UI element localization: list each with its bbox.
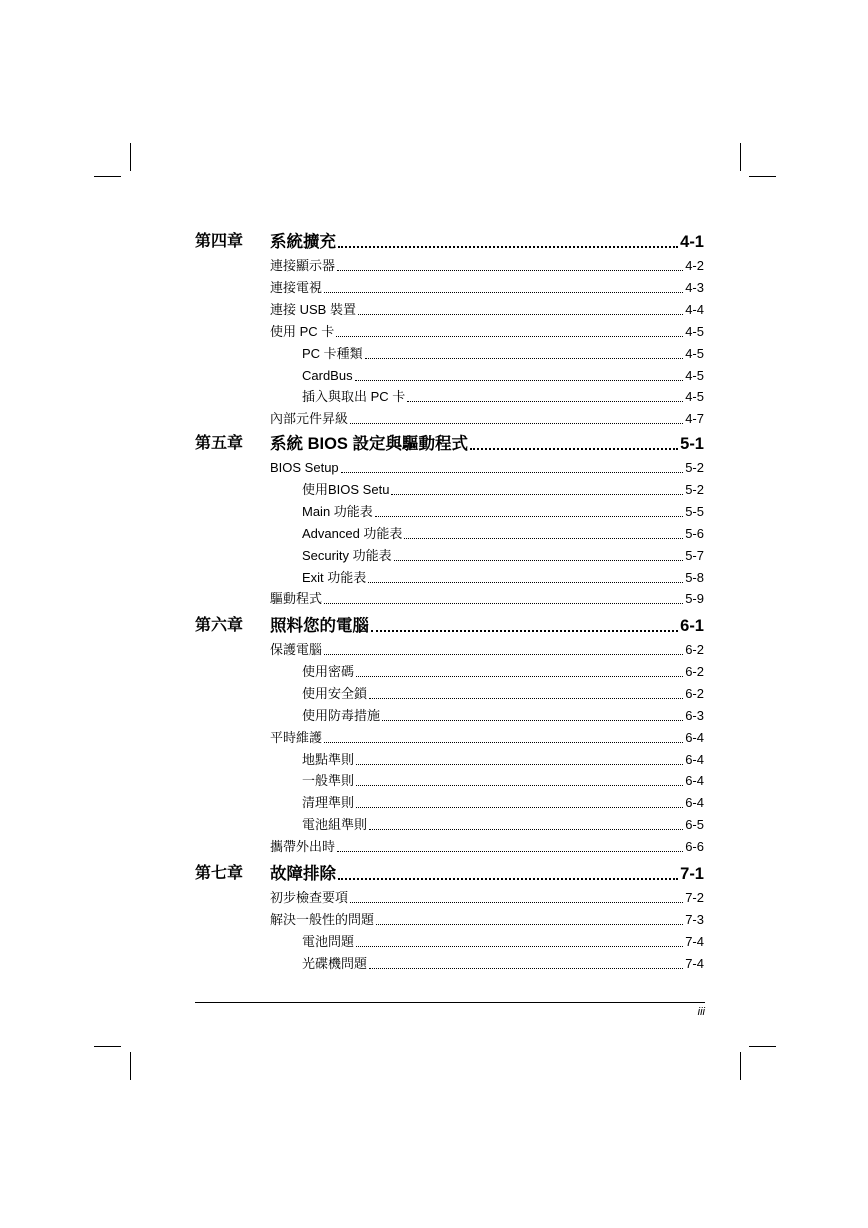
entry-title: 地點準則 [302, 751, 355, 767]
dot-leader [404, 538, 683, 539]
dot-leader [365, 358, 684, 359]
entry-title: Exit 功能表 [302, 569, 367, 585]
crop-mark [94, 1046, 121, 1047]
entry-title: 一般準則 [302, 773, 355, 789]
dot-leader [341, 472, 684, 473]
entry-page: 6-4 [685, 795, 704, 811]
chapter-entry[interactable] [270, 615, 704, 637]
entry-page: 6-4 [685, 751, 704, 767]
entry-page: 4-5 [685, 345, 704, 361]
entry-page: 4-3 [685, 279, 704, 295]
entry-title: 初步檢查要項 [270, 890, 349, 905]
entry-title: 使用 PC 卡 [270, 323, 335, 339]
entry-title: 使用防毒措施 [302, 707, 381, 723]
chapter-number: 第六章 [195, 617, 244, 634]
entry-page: 7-4 [685, 955, 704, 971]
entry-title: 解決一般性的問題 [270, 911, 375, 927]
dot-leader [369, 698, 683, 699]
entry-title: 連接 USB 裝置 [270, 301, 356, 317]
chapter-title: 系統 BIOS 設定與驅動程式 [270, 435, 469, 453]
dot-leader [356, 764, 683, 765]
toc-section-entry[interactable] [270, 889, 704, 907]
chapter-entry[interactable] [270, 231, 704, 253]
dot-leader [350, 902, 683, 903]
toc-section-entry[interactable] [270, 911, 704, 929]
entry-page: 4-5 [685, 389, 704, 405]
dot-leader [391, 494, 683, 495]
dot-leader [369, 829, 683, 830]
toc-subsection-entry[interactable] [302, 751, 704, 769]
entry-title: BIOS Setup [270, 460, 339, 475]
entry-title: CardBus [302, 367, 353, 383]
entry-page: 5-2 [685, 460, 704, 475]
toc-subsection-entry[interactable] [302, 503, 704, 521]
entry-page: 5-2 [685, 481, 704, 497]
chapter-entry[interactable] [270, 433, 704, 455]
entry-title: 使用安全鎖 [302, 685, 368, 701]
chapter-title: 系統擴充 [270, 233, 336, 251]
dot-leader [324, 603, 683, 604]
entry-page: 6-2 [685, 663, 704, 679]
entry-title: 攜帶外出時 [270, 839, 336, 855]
crop-mark [94, 176, 121, 177]
toc-subsection-entry[interactable] [302, 345, 704, 363]
entry-page: 6-6 [685, 839, 704, 855]
dot-leader [369, 968, 683, 969]
dot-leader [356, 785, 683, 786]
crop-mark [130, 143, 131, 171]
dot-leader [324, 292, 683, 293]
entry-page: 5-7 [685, 547, 704, 563]
crop-mark [740, 1052, 741, 1080]
entry-title: Advanced 功能表 [302, 525, 403, 541]
entry-title: 使用BIOS Setu [302, 481, 390, 497]
entry-title: PC 卡種類 [302, 345, 363, 361]
toc-section-entry[interactable] [270, 729, 704, 747]
toc-subsection-entry[interactable] [302, 481, 704, 499]
toc-subsection-entry[interactable] [302, 547, 704, 565]
entry-title: 保護電腦 [270, 642, 323, 657]
toc-subsection-entry[interactable] [302, 707, 704, 725]
entry-page: 6-5 [685, 817, 704, 833]
dot-leader [356, 807, 683, 808]
entry-title: 使用密碼 [302, 663, 355, 679]
toc-subsection-entry[interactable] [302, 794, 704, 812]
entry-page: 6-4 [685, 729, 704, 745]
entry-page: 6-2 [685, 642, 704, 657]
dot-leader [324, 742, 683, 743]
chapter-number: 第七章 [195, 865, 244, 882]
dot-leader [382, 720, 683, 721]
dot-leader [470, 448, 678, 450]
toc-subsection-entry[interactable] [302, 816, 704, 834]
dot-leader [356, 676, 683, 677]
entry-page: 6-3 [685, 707, 704, 723]
chapter-title: 照料您的電腦 [270, 617, 369, 635]
entry-title: 電池組準則 [302, 817, 368, 833]
toc-section-entry[interactable] [270, 257, 704, 275]
dot-leader [337, 851, 683, 852]
dot-leader [350, 423, 683, 424]
dot-leader [356, 946, 683, 947]
entry-page: 4-5 [685, 323, 704, 339]
chapter-page: 5-1 [680, 435, 704, 453]
dot-leader [336, 336, 683, 337]
page-number: iii [697, 1006, 705, 1018]
toc-subsection-entry[interactable] [302, 525, 704, 543]
dot-leader [324, 654, 683, 655]
toc-section-entry[interactable] [270, 641, 704, 659]
dot-leader [368, 582, 683, 583]
crop-mark [130, 1052, 131, 1080]
chapter-title: 故障排除 [270, 865, 336, 883]
dot-leader [375, 516, 683, 517]
entry-page: 5-6 [685, 525, 704, 541]
toc-section-entry[interactable] [270, 279, 704, 297]
toc-section-entry[interactable] [270, 301, 704, 319]
crop-mark [740, 143, 741, 171]
crop-mark [749, 176, 776, 177]
toc-subsection-entry[interactable] [302, 569, 704, 587]
entry-page: 5-9 [685, 591, 704, 607]
chapter-page: 4-1 [680, 233, 704, 251]
entry-page: 5-5 [685, 503, 704, 519]
entry-title: 平時維護 [270, 729, 323, 745]
toc-section-entry[interactable] [270, 410, 704, 428]
entry-page: 7-3 [685, 911, 704, 927]
dot-leader [355, 380, 684, 381]
toc-section-entry[interactable] [270, 459, 704, 477]
chapter-page: 6-1 [680, 617, 704, 635]
toc-subsection-entry[interactable] [302, 388, 704, 406]
dot-leader [394, 560, 684, 561]
crop-mark [749, 1046, 776, 1047]
entry-page: 4-2 [685, 258, 704, 273]
toc-subsection-entry[interactable] [302, 933, 704, 951]
entry-page: 6-4 [685, 773, 704, 789]
entry-page: 4-7 [685, 411, 704, 427]
entry-page: 4-5 [685, 367, 704, 383]
chapter-entry[interactable] [270, 863, 704, 885]
dot-leader [407, 401, 683, 402]
toc-subsection-entry[interactable] [302, 663, 704, 681]
chapter-number: 第五章 [195, 435, 244, 452]
entry-page: 7-4 [685, 933, 704, 949]
entry-page: 7-2 [685, 890, 704, 905]
entry-title: 插入與取出 PC 卡 [302, 389, 406, 405]
entry-title: Security 功能表 [302, 547, 392, 563]
toc-subsection-entry[interactable] [302, 685, 704, 703]
dot-leader [371, 630, 678, 632]
dot-leader [338, 878, 678, 880]
chapter-number: 第四章 [195, 233, 244, 250]
toc-subsection-entry[interactable] [302, 955, 704, 973]
entry-title: 內部元件昇級 [270, 411, 349, 427]
toc-section-entry[interactable] [270, 590, 704, 608]
entry-title: 電池問題 [302, 933, 355, 949]
entry-title: Main 功能表 [302, 503, 373, 519]
entry-title: 連接顯示器 [270, 258, 336, 273]
dot-leader [337, 270, 683, 271]
toc-section-entry[interactable] [270, 323, 704, 341]
entry-title: 驅動程式 [270, 591, 323, 607]
toc-subsection-entry[interactable] [302, 367, 704, 385]
toc-subsection-entry[interactable] [302, 772, 704, 790]
dot-leader [376, 924, 683, 925]
entry-title: 清理準則 [302, 795, 355, 811]
footer-rule [195, 1002, 705, 1003]
entry-page: 6-2 [685, 685, 704, 701]
entry-page: 4-4 [685, 301, 704, 317]
toc-section-entry[interactable] [270, 838, 704, 856]
entry-title: 連接電視 [270, 279, 323, 295]
entry-page: 5-8 [685, 569, 704, 585]
entry-title: 光碟機問題 [302, 955, 368, 971]
chapter-page: 7-1 [680, 865, 704, 883]
dot-leader [358, 314, 683, 315]
dot-leader [338, 246, 678, 248]
